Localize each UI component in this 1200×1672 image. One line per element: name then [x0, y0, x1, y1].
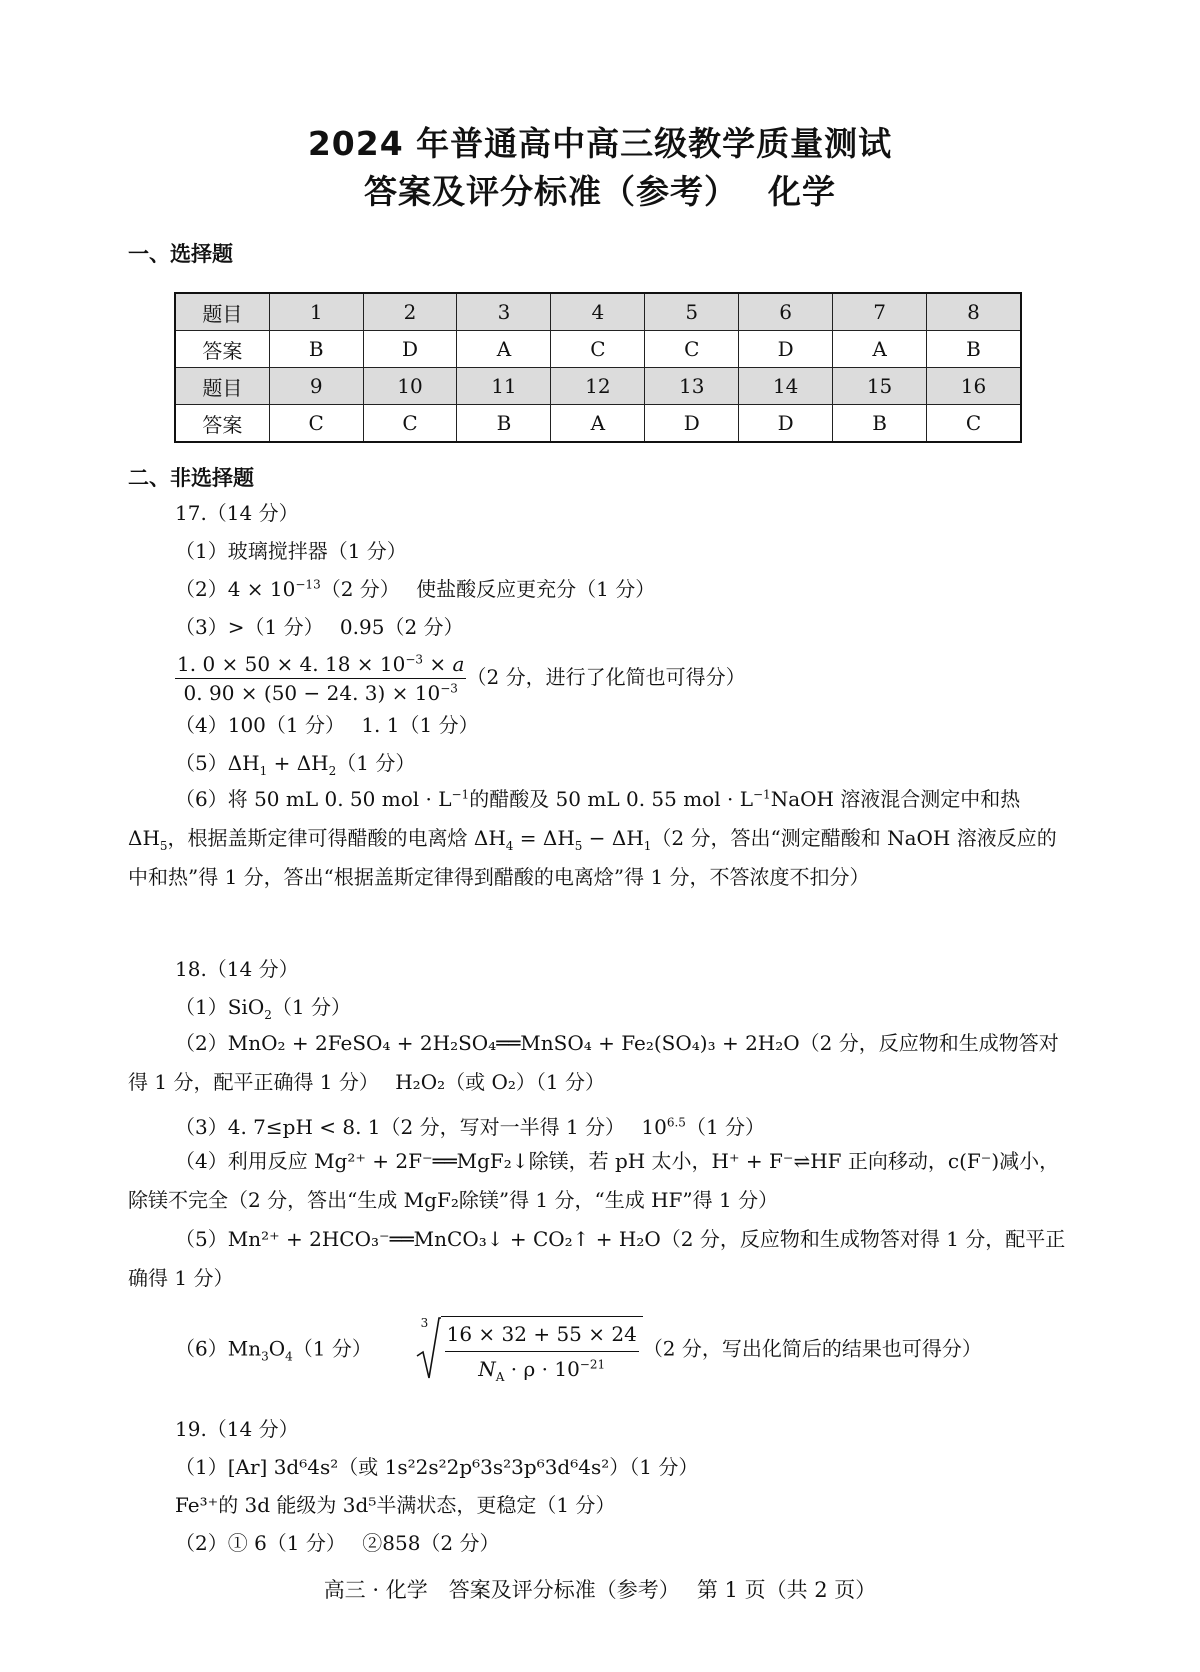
- text-span: （2 分） 使盐酸反应更充分（1 分）: [320, 577, 656, 601]
- subscript: 2: [328, 764, 337, 778]
- table-cell: D: [363, 331, 457, 368]
- table-cell: 8: [927, 293, 1021, 331]
- table-cell: 7: [833, 293, 927, 331]
- table-row: [175, 293, 1021, 331]
- question-19-heading: 19.（14 分）: [175, 1417, 299, 1441]
- page-title-line2: 答案及评分标准（参考） 化学: [364, 172, 836, 211]
- text-span: （6）Mn: [175, 1336, 262, 1361]
- table-cell: 题目: [175, 293, 269, 331]
- table-cell: C: [363, 405, 457, 443]
- superscript: −3: [405, 652, 424, 667]
- text-span: N: [478, 1357, 496, 1381]
- text-span: （1 分）: [685, 1115, 766, 1139]
- table-cell: C: [645, 331, 739, 368]
- table-cell: B: [457, 405, 551, 443]
- text-span: = ΔH: [513, 826, 575, 850]
- table-cell: B: [269, 331, 363, 368]
- fraction-denominator: [445, 1352, 639, 1384]
- text-span: （1 分）: [292, 1336, 372, 1361]
- q18-part2: （2）MnO₂ + 2FeSO₄ + 2H₂SO₄══MnSO₄ + Fe₂(SO₄)₃ + 2H₂O（2 分，反应物和生成物答对得 1 分，配平正确得 1 分） H₂O₂（或 O₂）（1 分）: [128, 1031, 1059, 1094]
- q17-part5: [175, 750, 415, 776]
- text-span: （5）ΔH: [175, 751, 260, 775]
- table-cell: C: [269, 405, 363, 443]
- text-span: O: [268, 1336, 286, 1361]
- table-cell: 12: [551, 368, 645, 405]
- subscript: 5: [574, 839, 583, 853]
- table-cell: A: [833, 331, 927, 368]
- text-span: + ΔH: [267, 751, 329, 775]
- subscript: 4: [285, 1349, 293, 1364]
- radicand: [441, 1316, 643, 1384]
- q19-part2: （2）① 6（1 分） ②858（2 分）: [175, 1531, 500, 1555]
- table-row: [175, 405, 1021, 443]
- table-cell: A: [457, 331, 551, 368]
- q17-fraction-line: [175, 652, 746, 705]
- fraction-denominator: [175, 679, 466, 705]
- table-cell: B: [833, 405, 927, 443]
- table-cell: 14: [739, 368, 833, 405]
- subscript: 2: [264, 1008, 272, 1022]
- table-cell: 16: [927, 368, 1021, 405]
- question-17-heading: 17.（14 分）: [175, 501, 299, 525]
- table-cell: D: [739, 405, 833, 443]
- subscript: 1: [643, 839, 652, 853]
- text-span: （1 分）: [336, 751, 416, 775]
- table-cell: 3: [457, 293, 551, 331]
- table-cell: C: [927, 405, 1021, 443]
- table-cell: 2: [363, 293, 457, 331]
- q18-part1: [175, 994, 351, 1020]
- text-span: （2 分，答出“测定醋酸和 NaOH 溶液反应的中和热”得 1 分，答出“根据盖斯定律得到醋酸的电离焓”得 1 分，不答浓度不扣分）: [128, 826, 1057, 889]
- superscript: −13: [295, 577, 321, 592]
- subscript: 4: [505, 839, 514, 853]
- text-span: · ρ · 10: [504, 1357, 580, 1381]
- text-span: （1）SiO: [175, 995, 265, 1019]
- table-cell: 10: [363, 368, 457, 405]
- text-span: − ΔH: [582, 826, 644, 850]
- superscript: −3: [440, 681, 458, 696]
- table-row: [175, 368, 1021, 405]
- radical-sign-icon: [415, 1316, 441, 1380]
- table-cell: C: [551, 331, 645, 368]
- q18-part6: [175, 1316, 982, 1384]
- text-span: （3）4. 7≤pH < 8. 1（2 分，写对一半得 1 分） 10: [175, 1115, 667, 1139]
- table-cell: D: [739, 331, 833, 368]
- table-cell: 11: [457, 368, 551, 405]
- table-cell: 题目: [175, 368, 269, 405]
- text-span: （1 分）: [271, 995, 351, 1019]
- section-heading-choice: 一、选择题: [128, 242, 233, 266]
- table-row: [175, 331, 1021, 368]
- section-heading-nonchoice: 二、非选择题: [128, 466, 254, 490]
- q17-part2: [175, 576, 655, 602]
- table-cell: 13: [645, 368, 739, 405]
- table-cell: 15: [833, 368, 927, 405]
- subscript: 5: [159, 839, 168, 853]
- text-span: （2）4 × 10: [175, 577, 296, 601]
- subscript: A: [495, 1370, 505, 1384]
- text-span: （6）将 50 mL 0. 50 mol · L: [175, 787, 452, 811]
- superscript: 6.5: [666, 1115, 686, 1130]
- text-span: （2 分，进行了化简也可得分）: [466, 665, 746, 689]
- table-cell: 9: [269, 368, 363, 405]
- cube-root-expression: [415, 1316, 643, 1384]
- table-cell: 答案: [175, 405, 269, 443]
- table-cell: D: [645, 405, 739, 443]
- page-title-line1: 2024 年普通高中高三级教学质量测试: [307, 124, 893, 163]
- text-span: ，根据盖斯定律可得醋酸的电离焓 ΔH: [167, 826, 506, 850]
- subscript: 3: [261, 1349, 269, 1364]
- table-cell: 答案: [175, 331, 269, 368]
- page-footer: 高三 · 化学 答案及评分标准（参考） 第 1 页（共 2 页）: [323, 1578, 877, 1602]
- q17-part3: （3）>（1 分） 0.95（2 分）: [175, 615, 464, 639]
- text-span: 1. 0 × 50 × 4. 18 × 10: [177, 652, 406, 676]
- table-cell: 6: [739, 293, 833, 331]
- text-span: NaOH 溶液混合测定中和热 ΔH: [128, 787, 1021, 850]
- superscript: −21: [579, 1357, 606, 1372]
- q18-part4: （4）利用反应 Mg²⁺ + 2F⁻══MgF₂↓除镁，若 pH 太小，H⁺ + F⁻⇌HF 正向移动，c(F⁻)减小，除镁不完全（2 分，答出“生成 MgF₂除镁”得 1 分，“生成 HF”得 1 分）: [128, 1149, 1060, 1212]
- q18-part5: （5）Mn²⁺ + 2HCO₃⁻══MnCO₃↓ + CO₂↑ + H₂O（2 分，反应物和生成物答对得 1 分，配平正确得 1 分）: [128, 1227, 1066, 1290]
- table-cell: A: [551, 405, 645, 443]
- text-span: （2 分，写出化简后的结果也可得分）: [642, 1336, 982, 1361]
- text-span: 的醋酸及 50 mL 0. 55 mol · L: [469, 787, 753, 811]
- q17-part6: [128, 780, 1072, 897]
- q18-part3: [175, 1114, 765, 1140]
- text-span: 0. 90 × (50 − 24. 3) × 10: [183, 681, 441, 705]
- fraction: [175, 652, 466, 705]
- table-cell: 5: [645, 293, 739, 331]
- q17-part4: （4）100（1 分） 1. 1（1 分）: [175, 713, 479, 737]
- q19-part1: （1）[Ar] 3d⁶4s²（或 1s²2s²2p⁶3s²3p⁶3d⁶4s²）（1 分）: [175, 1455, 699, 1479]
- subscript: 1: [259, 764, 268, 778]
- fraction-numerator: [175, 652, 466, 679]
- root-index: 3: [420, 1316, 429, 1330]
- superscript: −1: [752, 787, 771, 802]
- table-cell: 1: [269, 293, 363, 331]
- fraction: [445, 1319, 639, 1384]
- table-cell: 4: [551, 293, 645, 331]
- table-cell: B: [927, 331, 1021, 368]
- superscript: −1: [451, 787, 470, 802]
- q17-part1: （1）玻璃搅拌器（1 分）: [175, 539, 407, 563]
- answer-table: [174, 292, 1022, 443]
- question-18-heading: 18.（14 分）: [175, 957, 299, 981]
- text-span: × a: [423, 652, 465, 676]
- q19-part1-reason: Fe³⁺的 3d 能级为 3d⁵半满状态，更稳定（1 分）: [175, 1493, 616, 1517]
- fraction-numerator: 16 × 32 + 55 × 24: [445, 1319, 639, 1352]
